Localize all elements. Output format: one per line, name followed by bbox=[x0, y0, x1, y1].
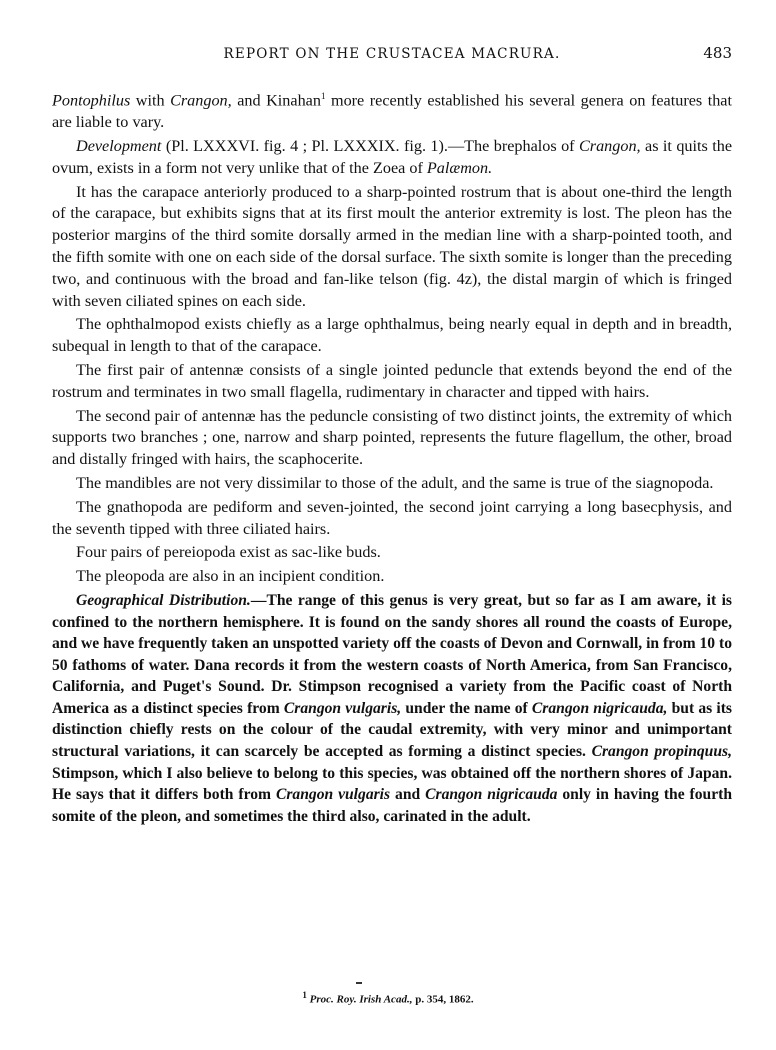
paragraph-first-antennae: The first pair of antennæ consists of a single jointed peduncle that extends beyond the end of the rostrum and terminates in two small flagella, rudimentary in character and tipped with hairs. bbox=[52, 360, 732, 401]
genus-name: Palæmon. bbox=[426, 158, 493, 177]
genus-name: Crangon, bbox=[170, 91, 232, 110]
text-run: and bbox=[390, 786, 426, 804]
species-name: Crangon nigricauda bbox=[425, 786, 558, 804]
text-run: but as its distinction chiefly rests on the colour of the caudal extremity, with very minor and unimportant structural variations, it can scarcely be accepted as forming a distinct species. bbox=[52, 699, 732, 761]
text-run: (Pl. LXXXVI. fig. 4 ; Pl. LXXXIX. fig. 1).—The brephalos of bbox=[161, 136, 579, 155]
paragraph-pleopoda: The pleopoda are also in an incipient condition. bbox=[76, 567, 385, 586]
paragraph-carapace: It has the carapace anteriorly produced to a sharp-pointed rostrum that is about one-third the length of the carapace, but exhibits signs that at its first moult the anterior extremity is lost. The pleon has the posterior margins of the third somite dorsally armed in the median line with a sharp-pointed tooth, and the fifth somite with one on each side of the dorsal surface. The sixth somite is longer than the preceding two, and continuous with the broad and fan-like telson (fig. 4z), the distal margin of which is fringed with seven ciliated spines on each side. bbox=[52, 182, 732, 310]
species-name: Crangon nigricauda, bbox=[531, 699, 668, 717]
text-run: with bbox=[130, 91, 171, 110]
running-title: REPORT ON THE CRUSTACEA MACRURA. bbox=[223, 46, 561, 62]
genus-name: Pontophilus bbox=[52, 91, 131, 110]
text-run: Stimpson, which I also believe to belong to this species, was obtained off the northern shores of Japan. He says that it differs both from bbox=[52, 764, 732, 804]
section-heading: Development bbox=[76, 136, 162, 155]
footnote-divider bbox=[356, 982, 362, 984]
page-number: 483 bbox=[703, 44, 732, 62]
paragraph-pereiopoda: Four pairs of pereiopoda exist as sac-like buds. bbox=[76, 543, 381, 562]
species-name: Crangon propinquus, bbox=[591, 743, 732, 761]
species-name: Crangon vulgaris bbox=[275, 786, 391, 804]
page-header bbox=[52, 44, 732, 66]
text-run: and Kinahan bbox=[231, 91, 321, 110]
genus-name: Crangon, bbox=[578, 136, 641, 155]
text-run: —The range of this genus is very great, but so far as I am aware, it is confined to the northern hemisphere. It is found on the sandy shores all round the coasts of Europe, and we have frequently taken an unspotted variety off the coasts of Devon and Cornwall, in from 10 to 50 fathoms of water. Dana records it from the western coasts of North America, from San Francisco, California, and Puget's Sound. Dr. Stimpson recognised a variety from the Pacific coast of North America as a distinct species from bbox=[52, 591, 732, 717]
paragraph-mandibles: The mandibles are not very dissimilar to those of the adult, and the same is true of the siagnopoda. bbox=[76, 473, 714, 492]
paragraph-pontophilus bbox=[52, 86, 732, 134]
footnote bbox=[0, 990, 776, 1006]
section-heading: Geographical Distribution. bbox=[76, 591, 251, 609]
footnote-marker: 1 bbox=[302, 990, 307, 1000]
text-run: only in having the fourth somite of the pleon, and sometimes the third also, carinated in the adult. bbox=[52, 786, 733, 825]
footnote-ref: 1 bbox=[320, 91, 326, 101]
paragraph-gnathopoda: The gnathopoda are pediform and seven-jointed, the second joint carrying a long basecphysis, and the seventh tipped with three ciliated hairs. bbox=[52, 497, 732, 538]
footnote-rest: p. 354, 1862. bbox=[412, 993, 474, 1006]
species-name: Crangon vulgaris, bbox=[283, 699, 402, 717]
paragraph-second-antennae: The second pair of antennæ has the peduncle consisting of two distinct joints, the extremity of which supports two branches ; one, narrow and sharp pointed, represents the future flagellum, the other, broad and distally fringed with hairs, the scaphocerite. bbox=[52, 406, 732, 469]
text-run: under the name of bbox=[401, 699, 532, 717]
paragraph-development bbox=[52, 136, 732, 180]
paragraph-ophthalmopod: The ophthalmopod exists chiefly as a large ophthalmus, being nearly equal in depth and in breadth, subequal in length to that of the carapace. bbox=[52, 315, 732, 356]
text-run: as it quits the ovum, exists in a form not very unlike that of the Zoea of bbox=[52, 136, 732, 177]
body-text bbox=[52, 86, 732, 829]
text-run: more recently established his several genera on features that are liable to vary. bbox=[52, 91, 732, 132]
footnote-source: Proc. Roy. Irish Acad., bbox=[309, 993, 413, 1006]
paragraph-geographical-distribution bbox=[52, 590, 732, 828]
